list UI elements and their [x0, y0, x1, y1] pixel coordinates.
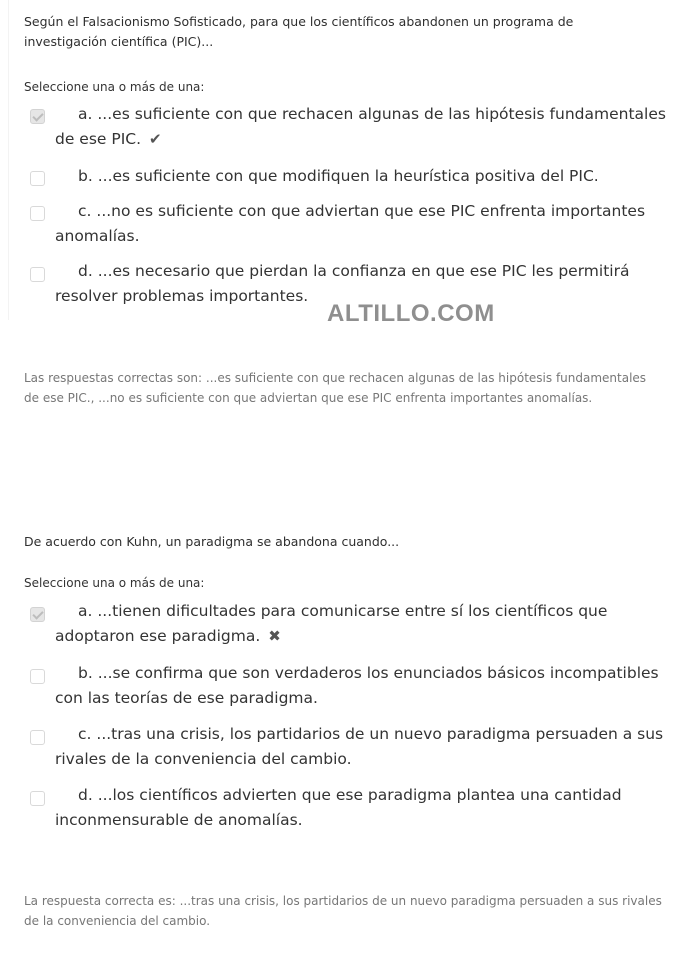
q1-option-b-label: ...es suficiente con que modifiquen la heurística positiva del PIC. — [97, 167, 599, 185]
q2-option-d-checkbox[interactable] — [30, 791, 45, 806]
q2-option-b-checkbox[interactable] — [30, 669, 45, 684]
question-2-prompt: Seleccione una o más de una: — [24, 576, 205, 590]
q2-option-c-letter: c. — [78, 725, 92, 743]
q2-option-d-label: ...los científicos advierten que ese paradigma plantea una cantidad inconmensurable de anomalías. — [55, 786, 622, 829]
question-1-text: Según el Falsacionismo Sofisticado, para que los científicos abandonen un programa de investigación científica (PIC)... — [24, 14, 574, 49]
q2-option-a-checkbox[interactable] — [30, 607, 45, 622]
q1-option-d-checkbox[interactable] — [30, 267, 45, 282]
q2-option-d-letter: d. — [78, 786, 93, 804]
check-mark-icon: ✔ — [149, 130, 162, 148]
q2-option-b-letter: b. — [78, 664, 93, 682]
content-border — [8, 0, 9, 320]
q1-option-c-label: ...no es suficiente con que adviertan que ese PIC enfrenta importantes anomalías. — [55, 202, 646, 245]
question-2-feedback: La respuesta correcta es: ...tras una crisis, los partidarios de un nuevo paradigma persuaden a sus rivales de la conveniencia del cambio. — [24, 894, 662, 928]
q2-option-a-letter: a. — [78, 602, 93, 620]
q1-option-b-letter: b. — [78, 167, 93, 185]
q1-option-d-letter: d. — [78, 262, 93, 280]
q2-option-c-label: ...tras una crisis, los partidarios de un nuevo paradigma persuaden a sus rivales de la conveniencia del cambio. — [55, 725, 664, 768]
watermark-text: ALTILLO.COM — [327, 300, 495, 327]
q2-option-b-label: ...se confirma que son verdaderos los enunciados básicos incompatibles con las teorías de ese paradigma. — [55, 664, 659, 707]
cross-mark-icon: ✖ — [268, 627, 281, 645]
question-1-feedback: Las respuestas correctas son: ...es suficiente con que rechacen algunas de las hipótesis fundamentales de ese PIC., ...no es suficiente con que adviertan que ese PIC enfrenta importantes anomalías. — [24, 371, 647, 405]
q1-option-a-checkbox[interactable] — [30, 109, 45, 124]
q1-option-a-label: ...es suficiente con que rechacen algunas de las hipótesis fundamentales de ese PIC. — [55, 105, 666, 148]
q2-option-a-label: ...tienen dificultades para comunicarse entre sí los científicos que adoptaron ese paradigma. — [55, 602, 608, 645]
q1-option-b-checkbox[interactable] — [30, 171, 45, 186]
q1-option-d-label: ...es necesario que pierdan la confianza en que ese PIC les permitirá resolver problemas importantes. — [55, 262, 630, 305]
question-1-prompt: Seleccione una o más de una: — [24, 80, 205, 94]
q1-option-c-checkbox[interactable] — [30, 206, 45, 221]
question-2-text: De acuerdo con Kuhn, un paradigma se abandona cuando... — [24, 534, 400, 549]
q1-option-a-letter: a. — [78, 105, 93, 123]
q2-option-c-checkbox[interactable] — [30, 730, 45, 745]
q1-option-c-letter: c. — [78, 202, 92, 220]
